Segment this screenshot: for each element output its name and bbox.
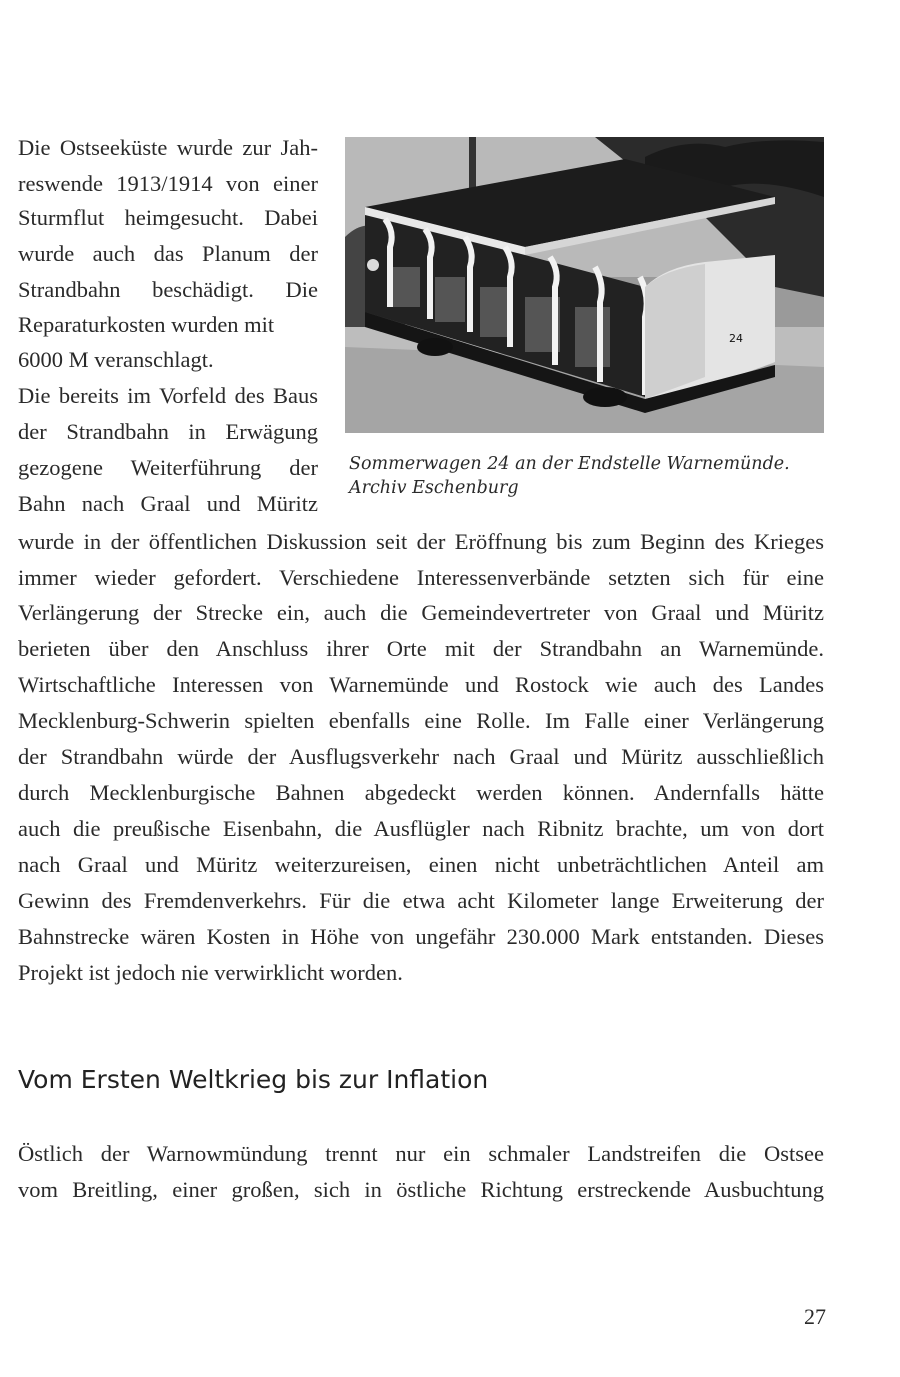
tram-photo (345, 137, 824, 433)
caption-line: Archiv Eschenburg (349, 478, 519, 498)
text-line: Wirtschaftliche Interessen von Warnemünde und Rostock wie auch des Landes (18, 672, 824, 697)
text-line: Die bereits im Vorfeld des Baus (18, 383, 318, 408)
text-line: Projekt ist jedoch nie verwirklicht worden. (18, 960, 403, 985)
text-line: berieten über den Anschluss ihrer Orte mit der Strandbahn an Warnemünde. (18, 636, 824, 661)
text-line: Verlängerung der Strecke ein, auch die Gemeindevertreter von Graal und Müritz (18, 600, 824, 625)
text-line: immer wieder gefordert. Verschiedene Interessenverbände setzten sich für eine (18, 565, 824, 590)
text-line: Sturmflut heimgesucht. Dabei (18, 205, 318, 230)
text-line: der Strandbahn in Erwägung (18, 419, 318, 444)
caption-line: Sommerwagen 24 an der Endstelle Warnemünde. (349, 454, 790, 474)
text-line: Gewinn des Fremdenverkehrs. Für die etwa acht Kilometer lange Erweiterung der (18, 888, 824, 913)
text-line: durch Mecklenburgische Bahnen abgedeckt werden können. Andernfalls hätte (18, 780, 824, 805)
text-line: Bahnstrecke wären Kosten in Höhe von ungefähr 230.000 Mark entstanden. Dieses (18, 924, 824, 949)
text-line: vom Breitling, einer großen, sich in östliche Richtung erstreckende Ausbuchtung (18, 1177, 824, 1202)
text-line: der Strandbahn würde der Ausflugsverkehr nach Graal und Müritz ausschließlich (18, 744, 824, 769)
text-line: nach Graal und Müritz weiterzureisen, einen nicht unbeträchtlichen Anteil am (18, 852, 824, 877)
text-line: Strandbahn beschädigt. Die (18, 277, 318, 302)
text-line: Die Ostseeküste wurde zur Jah- (18, 135, 318, 160)
text-line: Östlich der Warnowmündung trennt nur ein schmaler Landstreifen die Ostsee (18, 1141, 824, 1166)
text-line: gezogene Weiterführung der (18, 455, 318, 480)
text-line: wurde in der öffentlichen Diskussion seit der Eröffnung bis zum Beginn des Krieges (18, 529, 824, 554)
text-line: 6000 M veranschlagt. (18, 347, 214, 372)
page-number: 27 (804, 1304, 826, 1329)
text-line: auch die preußische Eisenbahn, die Ausflügler nach Ribnitz brachte, um von dort (18, 816, 824, 841)
photo-caption (349, 452, 829, 500)
car-number: 24 (729, 332, 743, 345)
text-line: wurde auch das Planum der (18, 241, 318, 266)
text-line: Bahn nach Graal und Müritz (18, 491, 318, 516)
section-heading: Vom Ersten Weltkrieg bis zur Inflation (18, 1065, 489, 1094)
text-line: reswende 1913/1914 von einer (18, 171, 318, 196)
text-line: Mecklenburg-Schwerin spielten ebenfalls eine Rolle. Im Falle einer Verlängerung (18, 708, 824, 733)
text-line: Reparaturkosten wurden mit (18, 312, 275, 337)
